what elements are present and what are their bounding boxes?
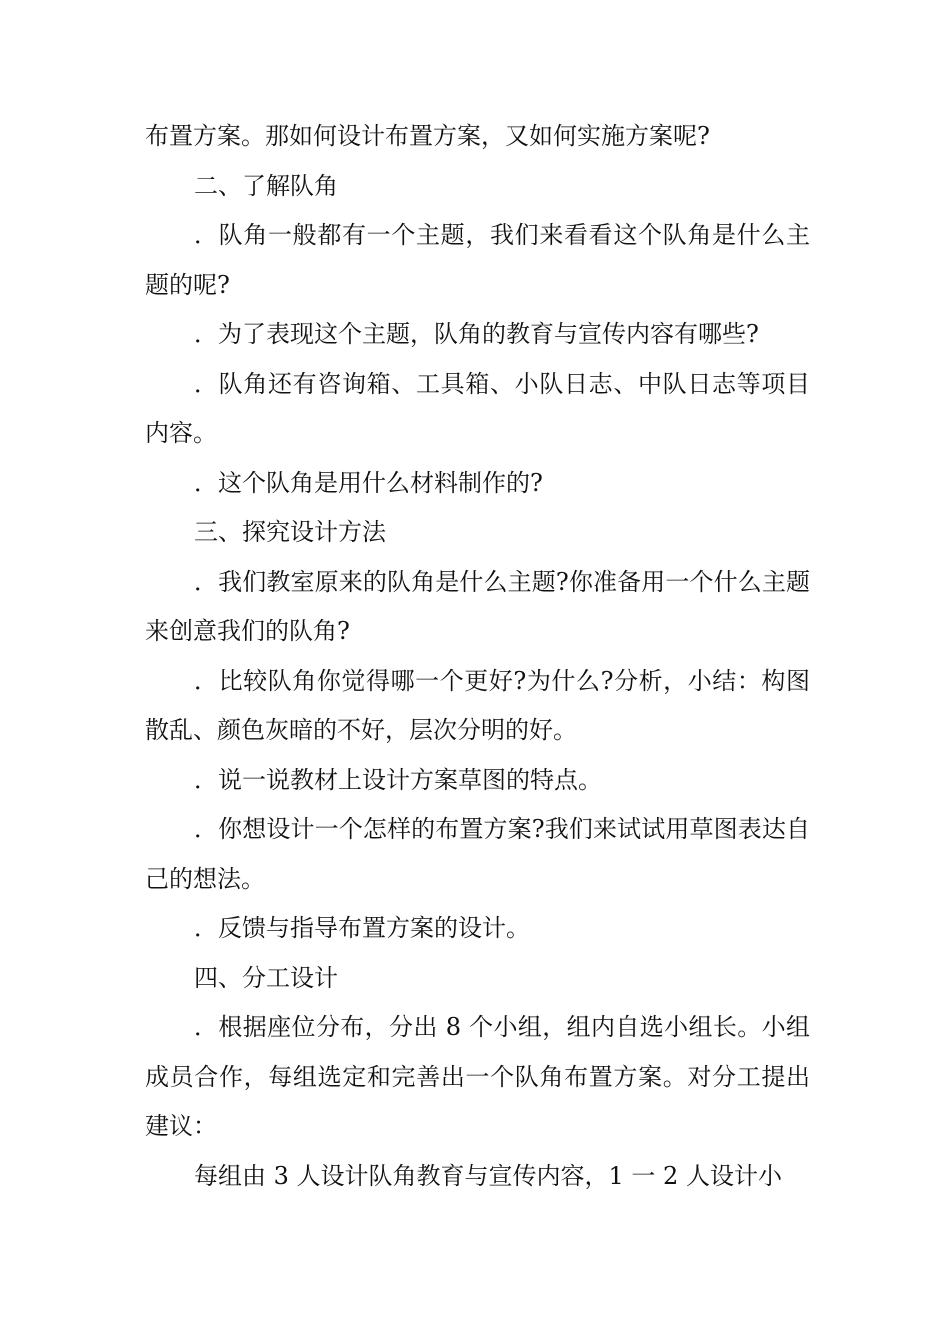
section-heading-understand-corner: 二、了解队角: [194, 171, 338, 200]
section-heading-division-design: 四、分工设计: [194, 963, 338, 992]
paragraph-item: ．我们教室原来的队角是什么主题?你准备用一个什么主题来创意我们的队角?: [145, 567, 810, 645]
section-heading-design-method: 三、探究设计方法: [194, 518, 386, 546]
paragraph-item: ．这个队角是用什么材料制作的?: [194, 468, 543, 497]
paragraph-item: ．队角还有咨询箱、工具箱、小队日志、中队日志等项目内容。: [145, 369, 810, 447]
document-body: [145, 112, 810, 1201]
paragraph-continued: 布置方案。那如何设计布置方案，又如何实施方案呢?: [145, 122, 710, 150]
paragraph-item: ．根据座位分布，分出 8 个小组，组内自选小组长。小组成员合作，每组选定和完善出一个队角布置方案。对分工提出建议：: [145, 1013, 810, 1140]
paragraph-item: ．说一说教材上设计方案草图的特点。: [194, 765, 602, 794]
paragraph-item: ．队角一般都有一个主题，我们来看看这个队角是什么主题的呢?: [145, 221, 810, 299]
paragraph-item: ．反馈与指导布置方案的设计。: [194, 914, 530, 942]
paragraph-item: ．为了表现这个主题，队角的教育与宣传内容有哪些?: [194, 320, 759, 348]
paragraph-item: 每组由 3 人设计队角教育与宣传内容，1 一 2 人设计小: [194, 1161, 782, 1190]
paragraph-item: ．你想设计一个怎样的布置方案?我们来试试用草图表达自己的想法。: [145, 815, 810, 893]
paragraph-item: ．比较队角你觉得哪一个更好?为什么?分析，小结：构图散乱、颜色灰暗的不好，层次分明的好。: [145, 666, 810, 744]
